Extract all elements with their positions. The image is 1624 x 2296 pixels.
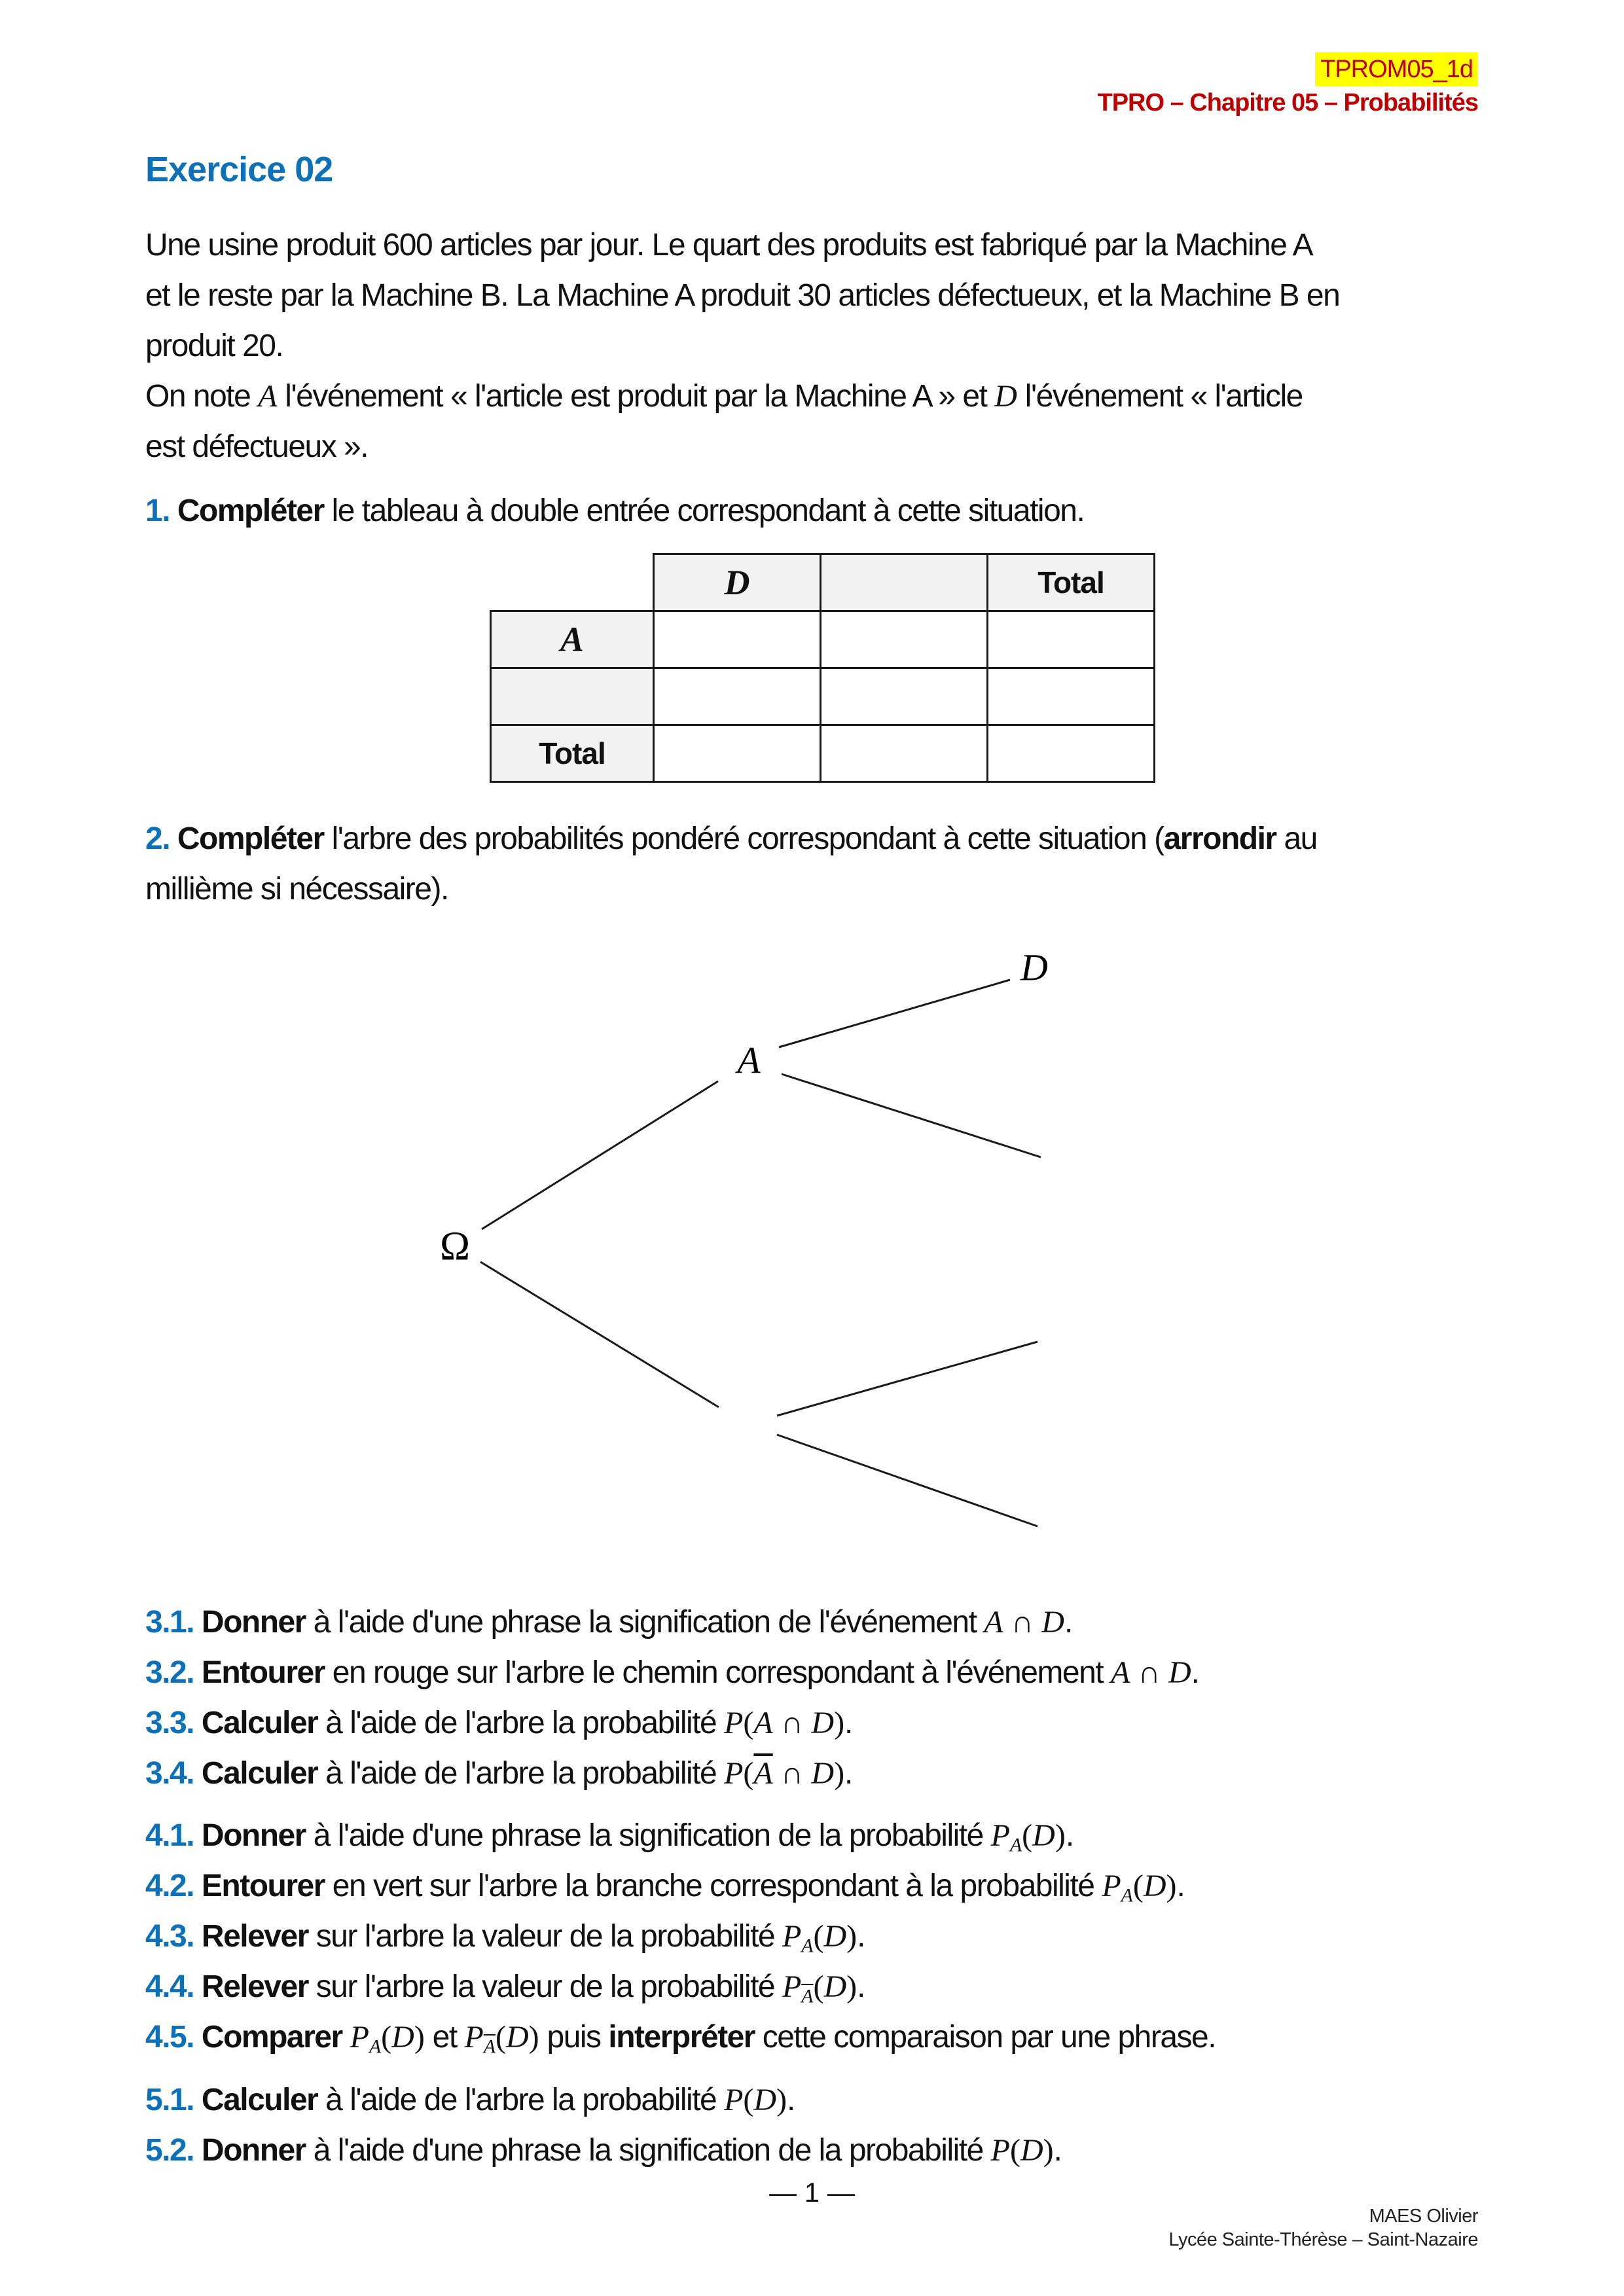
page-number: — 1 — (769, 2177, 855, 2208)
table-cell-empty (654, 611, 821, 668)
table-row-header-blank (491, 668, 654, 725)
table-row-header-a: A (491, 611, 654, 668)
question-line: 3.2. Entourer en rouge sur l'arbre le chemin correspondant à l'événement A ∩ D. (145, 1655, 1199, 1690)
branch-abar-to-d (777, 1342, 1038, 1416)
question-line: 4.2. Entourer en vert sur l'arbre la branche correspondant à la probabilité PA(D). (145, 1869, 1185, 1907)
question-line: 3.3. Calculer à l'aide de l'arbre la probabilité P(A ∩ D). (145, 1706, 852, 1740)
doc-code-badge: TPROM05_1d (1315, 52, 1478, 86)
footer-school: Lycée Sainte-Thérèse – Saint-Nazaire (1168, 2229, 1478, 2250)
question-2: 2. Compléter l'arbre des probabilités pondéré correspondant à cette situation (arrondir au millième si nécessaire). (145, 821, 1317, 906)
table-cell-empty (988, 725, 1155, 782)
table-cell-empty (988, 668, 1155, 725)
table-cell-empty (821, 611, 988, 668)
table-cell-empty (988, 611, 1155, 668)
footer-author: MAES Olivier (1369, 2206, 1478, 2227)
question-group-3 (145, 1597, 1494, 1799)
table-col-header-d: D (654, 554, 821, 611)
tree-branches (367, 929, 1139, 1571)
question-line: 3.1. Donner à l'aide d'une phrase la signification de l'événement A ∩ D. (145, 1605, 1072, 1640)
double-entry-table (490, 553, 1155, 783)
tree-root-label: Ω (439, 1224, 471, 1269)
question-line: 4.5. Comparer PA(D) et $P\overline{A}(D)$ puis interpréter cette comparaison par une phrase. (145, 2020, 1216, 2058)
branch-abar-to-dbar (777, 1435, 1038, 1526)
table-cell-empty (821, 668, 988, 725)
branch-omega-to-abar (480, 1262, 719, 1407)
question-1: 1. Compléter le tableau à double entrée correspondant à cette situation. (145, 493, 1085, 528)
table-cell-empty (654, 668, 821, 725)
table-row (491, 725, 1155, 782)
table-col-header-total: Total (988, 554, 1155, 611)
tree-node-a-label: A (737, 1039, 761, 1082)
course-title: TPRO – Chapitre 05 – Probabilités (1097, 89, 1478, 117)
question-line: 3.4. Calculer à l'aide de l'arbre la probabilité $P(\overline{A}$ ∩ D). (145, 1756, 852, 1791)
table-cell-empty (654, 725, 821, 782)
tree-leaf-d-label: D (1020, 946, 1048, 989)
branch-omega-to-a (482, 1081, 718, 1229)
question-line: 4.1. Donner à l'aide d'une phrase la signification de la probabilité PA(D). (145, 1818, 1074, 1856)
branch-a-to-d (779, 980, 1010, 1047)
question-group-5 (145, 2075, 1494, 2176)
question-line: 5.1. Calculer à l'aide de l'arbre la probabilité P(D). (145, 2083, 795, 2117)
branch-a-to-dbar (782, 1074, 1041, 1157)
table-row (491, 554, 1155, 611)
table-cell-empty (821, 725, 988, 782)
question-line: 4.4. Relever sur l'arbre la valeur de la probabilité $P\overline{A}(D)$. (145, 1969, 865, 2007)
footer-credits (1168, 2204, 1478, 2251)
exercise-title: Exercice 02 (145, 150, 333, 189)
table-row (491, 668, 1155, 725)
table-row (491, 611, 1155, 668)
probability-tree (367, 929, 1139, 1571)
intro-paragraph: Une usine produit 600 articles par jour. Le quart des produits est fabriqué par la Machine A et le reste par la Machine B. La Machine A produit 30 articles défectueux, et la Machine B en produit 20. On note A l'événement « l'article est produit par la Machine A » et D l'événement « l'article est défectueux ». (145, 228, 1340, 464)
table-corner-blank (491, 554, 654, 611)
question-group-4 (145, 1810, 1494, 2062)
table-row-header-total: Total (491, 725, 654, 782)
question-line: 5.2. Donner à l'aide d'une phrase la signification de la probabilité P(D). (145, 2133, 1062, 2168)
question-line: 4.3. Relever sur l'arbre la valeur de la probabilité PA(D). (145, 1919, 865, 1957)
table-col-header-blank (821, 554, 988, 611)
page-header (1097, 52, 1478, 119)
